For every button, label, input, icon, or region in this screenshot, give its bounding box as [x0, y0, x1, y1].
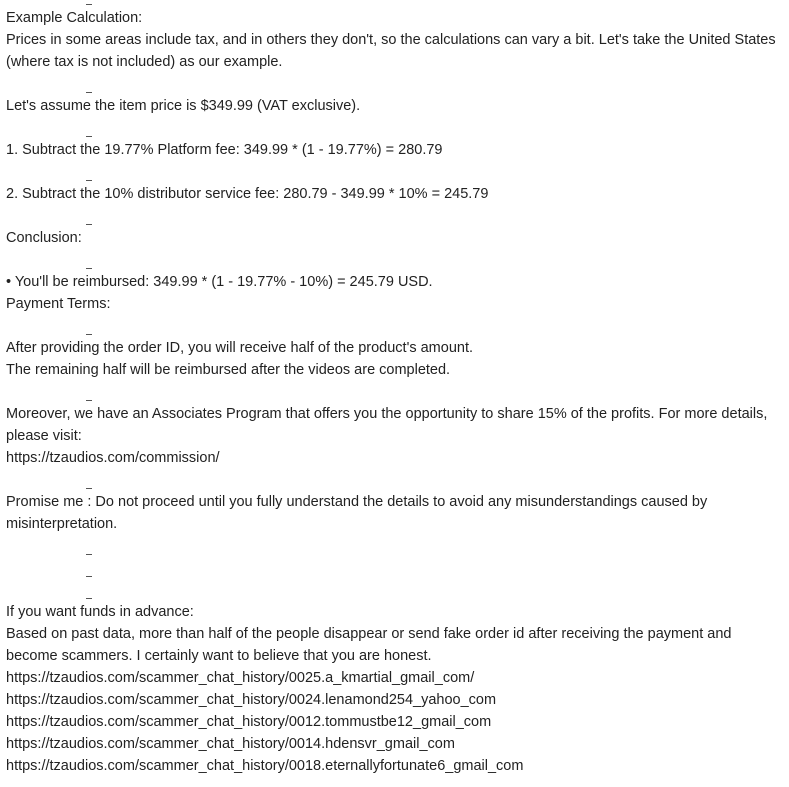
- intro-paragraph: Prices in some areas include tax, and in others they don't, so the calculations can vary a bit. Let's take the United States (where tax is not included) as our example.: [6, 32, 780, 70]
- spacer: [6, 535, 776, 557]
- chat-history-link[interactable]: https://tzaudios.com/scammer_chat_history/0025.a_kmartial_gmail_com/: [6, 670, 475, 686]
- chat-history-link[interactable]: https://tzaudios.com/scammer_chat_history/0024.lenamond254_yahoo_com: [6, 692, 497, 708]
- heading-example-calculation: Example Calculation:: [6, 10, 143, 26]
- chat-history-link[interactable]: https://tzaudios.com/scammer_chat_history/0012.tommustbe12_gmail_com: [6, 714, 492, 730]
- promise-paragraph: Promise me : Do not proceed until you fully understand the details to avoid any misunderstandings caused by misinterpretation.: [6, 494, 712, 532]
- spacer: [6, 315, 776, 337]
- distributor-fee-step: 2. Subtract the 10% distributor service fee: 280.79 - 349.99 * 10% = 245.79: [6, 186, 489, 202]
- chat-history-link[interactable]: https://tzaudios.com/scammer_chat_history/0018.eternallyfortunate6_gmail_com: [6, 758, 524, 774]
- chat-history-link[interactable]: https://tzaudios.com/scammer_chat_history/0014.hdensvr_gmail_com: [6, 736, 455, 752]
- spacer: [6, 161, 776, 183]
- spacer: [6, 469, 776, 491]
- message-body: [6, 7, 780, 777]
- item-price-line: Let's assume the item price is $349.99 (VAT exclusive).: [6, 98, 361, 114]
- reimbursement-bullet: • You'll be reimbursed: 349.99 * (1 - 19.77% - 10%) = 245.79 USD.: [6, 274, 433, 290]
- spacer: [6, 73, 776, 95]
- stray-mark: [86, 4, 92, 5]
- spacer: [6, 557, 776, 579]
- platform-fee-step: 1. Subtract the 19.77% Platform fee: 349.99 * (1 - 19.77%) = 280.79: [6, 142, 443, 158]
- heading-conclusion: Conclusion:: [6, 230, 82, 246]
- spacer: [6, 579, 776, 601]
- commission-link[interactable]: https://tzaudios.com/commission/: [6, 450, 220, 466]
- funds-in-advance-paragraph: Based on past data, more than half of the people disappear or send fake order id after receiving the payment and become scammers. I certainly want to believe that you are honest.: [6, 626, 736, 664]
- spacer: [6, 381, 776, 403]
- heading-funds-in-advance: If you want funds in advance:: [6, 604, 194, 620]
- spacer: [6, 249, 776, 271]
- payment-term-1: After providing the order ID, you will receive half of the product's amount.: [6, 340, 474, 356]
- spacer: [6, 117, 776, 139]
- payment-term-2: The remaining half will be reimbursed after the videos are completed.: [6, 362, 451, 378]
- heading-payment-terms: Payment Terms:: [6, 296, 111, 312]
- associates-program-paragraph: Moreover, we have an Associates Program that offers you the opportunity to share 15% of the profits. For more details, please visit:: [6, 406, 772, 444]
- spacer: [6, 205, 776, 227]
